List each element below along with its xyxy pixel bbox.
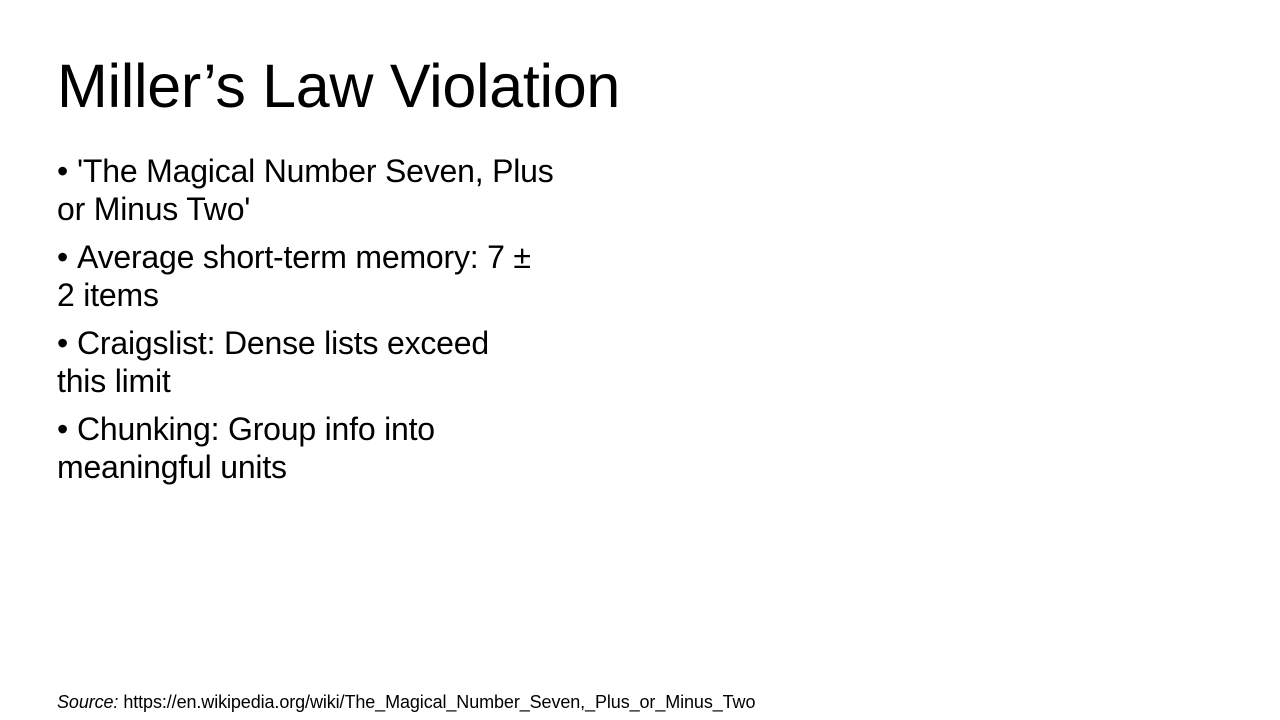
bullet-list [57,152,637,496]
bullet-item [57,324,637,400]
bullet-marker: • [57,411,69,447]
bullet-text-line: Chunking: Group info into [77,411,435,447]
bullet-text-line: or Minus Two' [57,191,251,227]
bullet-line [57,324,637,362]
bullet-text-line: 'The Magical Number Seven, Plus [77,153,554,189]
bullet-line [57,152,637,190]
bullet-marker: • [57,153,69,189]
slide-title: Miller’s Law Violation [57,52,621,120]
source-note [57,691,755,713]
bullet-line [57,238,637,276]
bullet-text-line: this limit [57,363,171,399]
bullet-text-line: Average short-term memory: 7 ± [77,239,531,275]
bullet-line [57,410,637,448]
source-url: https://en.wikipedia.org/wiki/The_Magical_Number_Seven,_Plus_or_Minus_Two [123,692,756,712]
bullet-text-line: 2 items [57,277,159,313]
bullet-item [57,152,637,228]
bullet-marker: • [57,239,69,275]
bullet-marker: • [57,325,69,361]
bullet-item [57,238,637,314]
bullet-item [57,410,637,486]
source-label: Source: [57,692,119,712]
bullet-text-line: Craigslist: Dense lists exceed [77,325,489,361]
bullet-text-line: meaningful units [57,449,287,485]
